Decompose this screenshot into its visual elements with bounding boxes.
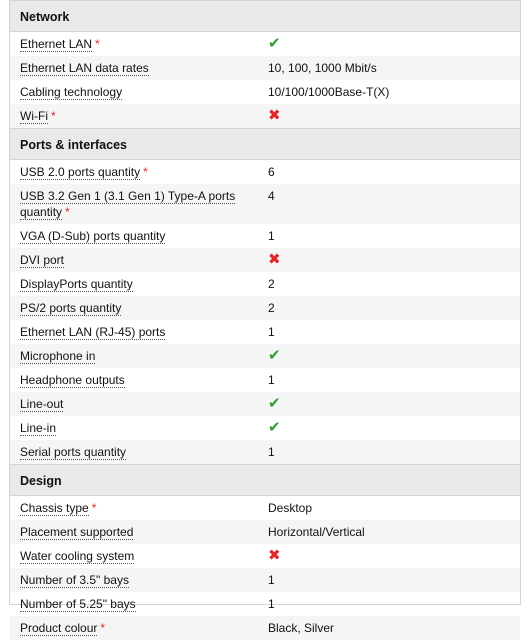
- spec-label-cell: [10, 344, 268, 368]
- required-asterisk: *: [143, 165, 148, 179]
- spec-value-cell: [268, 248, 520, 272]
- spec-label-tooltip-link[interactable]: Product colour: [20, 621, 98, 635]
- cross-icon: ✖: [268, 251, 281, 268]
- spec-row-chassis-type: [10, 496, 520, 520]
- spec-value-cell: [268, 320, 520, 344]
- spec-value: 10, 100, 1000 Mbit/s: [268, 61, 377, 75]
- spec-label-tooltip-link[interactable]: Chassis type: [20, 501, 89, 515]
- spec-label-tooltip-link[interactable]: DisplayPorts quantity: [20, 277, 133, 291]
- spec-value-cell: [268, 80, 520, 104]
- spec-row-serial-ports-quantity: [10, 440, 520, 464]
- spec-row-usb-3-2-gen-1-3-1-gen-1-type-a-ports-quantity: [10, 184, 520, 224]
- spec-label-cell: [10, 296, 268, 320]
- spec-value: 10/100/1000Base-T(X): [268, 85, 390, 99]
- section-header-design: Design: [10, 464, 520, 496]
- spec-value-cell: [268, 296, 520, 320]
- spec-label-cell: [10, 32, 268, 56]
- spec-value-cell: [268, 104, 520, 128]
- required-asterisk: *: [91, 501, 97, 515]
- spec-label-cell: [10, 56, 268, 80]
- spec-row-wi-fi: [10, 104, 520, 128]
- spec-row-microphone-in: [10, 344, 520, 368]
- spec-row-line-out: [10, 392, 520, 416]
- spec-row-line-in: [10, 416, 520, 440]
- section-header-ports-interfaces: Ports & interfaces: [10, 128, 520, 160]
- check-icon: ✔: [268, 347, 281, 364]
- cross-icon: ✖: [268, 107, 281, 124]
- spec-value-cell: [268, 392, 520, 416]
- spec-value: 4: [268, 189, 275, 203]
- check-icon: ✔: [268, 35, 281, 52]
- spec-label-tooltip-link[interactable]: Water cooling system: [20, 549, 135, 563]
- spec-label-tooltip-link[interactable]: Number of 5.25" bays: [20, 597, 136, 611]
- spec-label-cell: [10, 568, 268, 592]
- spec-row-displayports-quantity: [10, 272, 520, 296]
- spec-label-cell: [10, 224, 268, 248]
- spec-value: 2: [268, 277, 275, 291]
- spec-label-cell: [10, 160, 268, 184]
- spec-value-cell: [268, 368, 520, 392]
- spec-label-cell: [10, 616, 268, 640]
- spec-value-cell: [268, 496, 520, 520]
- spec-row-ethernet-lan-data-rates: [10, 56, 520, 80]
- spec-value: Desktop: [268, 501, 313, 515]
- spec-value: Horizontal/Vertical: [268, 525, 365, 539]
- spec-label-tooltip-link[interactable]: Line-out: [20, 397, 64, 411]
- spec-row-dvi-port: [10, 248, 520, 272]
- spec-row-product-colour: [10, 616, 520, 640]
- spec-value-cell: [268, 344, 520, 368]
- spec-value: 1: [268, 597, 275, 611]
- spec-row-ethernet-lan-rj-45-ports: [10, 320, 520, 344]
- spec-value: 1: [268, 573, 275, 587]
- spec-value-cell: [268, 520, 520, 544]
- spec-row-water-cooling-system: [10, 544, 520, 568]
- spec-label-cell: [10, 520, 268, 544]
- spec-row-ps-2-ports-quantity: [10, 296, 520, 320]
- spec-row-vga-d-sub-ports-quantity: [10, 224, 520, 248]
- spec-row-cabling-technology: [10, 80, 520, 104]
- spec-row-ethernet-lan: [10, 32, 520, 56]
- spec-label-tooltip-link[interactable]: Placement supported: [20, 525, 134, 539]
- spec-label-cell: [10, 496, 268, 520]
- spec-label-tooltip-link[interactable]: Microphone in: [20, 349, 96, 363]
- spec-row-headphone-outputs: [10, 368, 520, 392]
- required-asterisk: *: [100, 621, 106, 635]
- spec-label-tooltip-link[interactable]: Ethernet LAN: [20, 37, 93, 51]
- required-asterisk: *: [95, 37, 100, 51]
- spec-value: 1: [268, 325, 275, 339]
- spec-value-cell: [268, 568, 520, 592]
- spec-label-tooltip-link[interactable]: USB 3.2 Gen 1 (3.1 Gen 1) Type-A ports quantity: [20, 189, 236, 219]
- spec-value-cell: [268, 32, 520, 56]
- check-icon: ✔: [268, 395, 281, 412]
- spec-value-cell: [268, 160, 520, 184]
- spec-row-placement-supported: [10, 520, 520, 544]
- spec-value-cell: [268, 56, 520, 80]
- cross-icon: ✖: [268, 547, 281, 564]
- spec-value: Black, Silver: [268, 621, 335, 635]
- spec-label-cell: [10, 392, 268, 416]
- spec-label-cell: [10, 440, 268, 464]
- spec-label-tooltip-link[interactable]: VGA (D-Sub) ports quantity: [20, 229, 166, 243]
- spec-row-usb-2-0-ports-quantity: [10, 160, 520, 184]
- spec-label-cell: [10, 104, 268, 128]
- spec-label-tooltip-link[interactable]: Line-in: [20, 421, 57, 435]
- spec-value-cell: [268, 416, 520, 440]
- spec-value-cell: [268, 592, 520, 616]
- specifications-table: [9, 0, 521, 635]
- spec-label-cell: [10, 80, 268, 104]
- spec-value: 1: [268, 445, 275, 459]
- spec-row-number-of-3-5-bays: [10, 568, 520, 592]
- spec-value: 1: [268, 229, 275, 243]
- spec-value-cell: [268, 616, 520, 640]
- section-header-network: Network: [10, 0, 520, 32]
- spec-label-tooltip-link[interactable]: Wi-Fi: [20, 109, 48, 123]
- spec-value: 2: [268, 301, 275, 315]
- required-asterisk: *: [65, 205, 70, 219]
- spec-label-tooltip-link[interactable]: Ethernet LAN (RJ-45) ports: [20, 325, 166, 339]
- spec-label-cell: [10, 416, 268, 440]
- spec-value-cell: [268, 272, 520, 296]
- spec-label-tooltip-link[interactable]: Ethernet LAN data rates: [20, 61, 149, 75]
- spec-value-cell: [268, 224, 520, 248]
- spec-label-tooltip-link[interactable]: Cabling technology: [20, 85, 123, 99]
- spec-label-tooltip-link[interactable]: USB 2.0 ports quantity: [20, 165, 141, 179]
- check-icon: ✔: [268, 419, 281, 436]
- spec-value: 6: [268, 165, 275, 179]
- spec-value-cell: [268, 184, 520, 208]
- spec-row-number-of-5-25-bays: [10, 592, 520, 616]
- spec-label-tooltip-link[interactable]: Headphone outputs: [20, 373, 125, 387]
- spec-label-cell: [10, 248, 268, 272]
- spec-value: 1: [268, 373, 275, 387]
- spec-label-cell: [10, 368, 268, 392]
- spec-label-tooltip-link[interactable]: DVI port: [20, 253, 65, 267]
- spec-value-cell: [268, 544, 520, 568]
- spec-label-cell: [10, 320, 268, 344]
- spec-label-tooltip-link[interactable]: Number of 3.5" bays: [20, 573, 129, 587]
- spec-value-cell: [268, 440, 520, 464]
- spec-label-tooltip-link[interactable]: Serial ports quantity: [20, 445, 127, 459]
- spec-label-cell: [10, 544, 268, 568]
- spec-label-tooltip-link[interactable]: PS/2 ports quantity: [20, 301, 122, 315]
- spec-label-cell: [10, 184, 268, 224]
- spec-label-cell: [10, 592, 268, 616]
- spec-label-cell: [10, 272, 268, 296]
- required-asterisk: *: [50, 109, 56, 123]
